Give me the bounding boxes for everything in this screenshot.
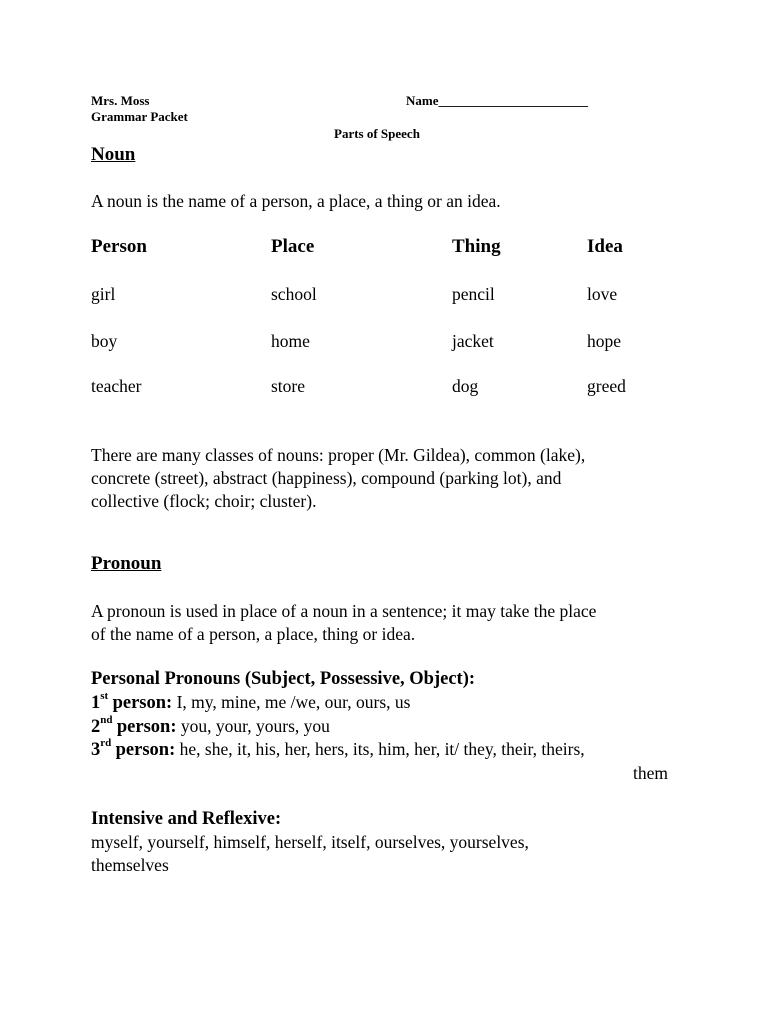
paragraph-line: myself, yourself, himself, herself, itself, ourselves, yourselves, <box>91 832 529 852</box>
page-title: Parts of Speech <box>334 126 420 141</box>
table-header-idea: Idea <box>587 236 623 257</box>
table-header-thing: Thing <box>452 236 501 257</box>
table-cell: greed <box>587 376 626 396</box>
table-header-person: Person <box>91 236 147 257</box>
table-cell: school <box>271 284 317 304</box>
table-cell: pencil <box>452 284 495 304</box>
person-pronouns: I, my, mine, me /we, our, ours, us <box>176 692 411 712</box>
table-cell: home <box>271 331 310 351</box>
person-number: 1 <box>91 693 101 713</box>
teacher-name: Mrs. Moss <box>91 93 150 108</box>
person-number: 2 <box>91 717 101 737</box>
table-cell: jacket <box>452 331 494 351</box>
paragraph-line: concrete (street), abstract (happiness), compound (parking lot), and <box>91 468 562 488</box>
person-label: person: <box>115 740 176 760</box>
paragraph-line: themselves <box>91 855 169 875</box>
table-cell: hope <box>587 331 622 351</box>
first-person-line <box>91 691 410 715</box>
third-person-line <box>91 738 585 762</box>
paragraph-line: collective (flock; choir; cluster). <box>91 491 317 511</box>
noun-definition: A noun is the name of a person, a place, a thing or an idea. <box>91 191 501 211</box>
person-label: person: <box>116 717 177 737</box>
paragraph-line: There are many classes of nouns: proper (Mr. Gildea), common (lake), <box>91 445 586 465</box>
packet-title: Grammar Packet <box>91 109 188 124</box>
name-blank-field: Name_______________________ <box>406 93 588 108</box>
third-person-wrap: them <box>633 763 668 783</box>
table-cell: store <box>271 376 306 396</box>
table-cell: boy <box>91 331 118 351</box>
paragraph-line: A pronoun is used in place of a noun in a sentence; it may take the place <box>91 601 597 621</box>
person-pronouns: he, she, it, his, her, hers, its, him, her, it/ they, their, theirs, <box>179 739 585 759</box>
table-cell: love <box>587 284 618 304</box>
personal-pronouns-heading: Personal Pronouns (Subject, Possessive, Object): <box>91 669 476 689</box>
person-ordinal: rd <box>100 737 112 750</box>
paragraph-line: of the name of a person, a place, thing or idea. <box>91 624 416 644</box>
noun-heading: Noun <box>91 144 136 165</box>
person-ordinal: st <box>100 690 109 703</box>
table-cell: teacher <box>91 376 142 396</box>
pronoun-heading: Pronoun <box>91 553 162 574</box>
table-cell: dog <box>452 376 479 396</box>
person-pronouns: you, your, yours, you <box>180 716 330 736</box>
table-header-place: Place <box>271 236 315 257</box>
second-person-line <box>91 715 330 739</box>
table-cell: girl <box>91 284 116 304</box>
person-number: 3 <box>91 740 101 760</box>
intensive-reflexive-heading: Intensive and Reflexive: <box>91 809 282 829</box>
person-ordinal: nd <box>100 714 113 727</box>
person-label: person: <box>112 693 173 713</box>
